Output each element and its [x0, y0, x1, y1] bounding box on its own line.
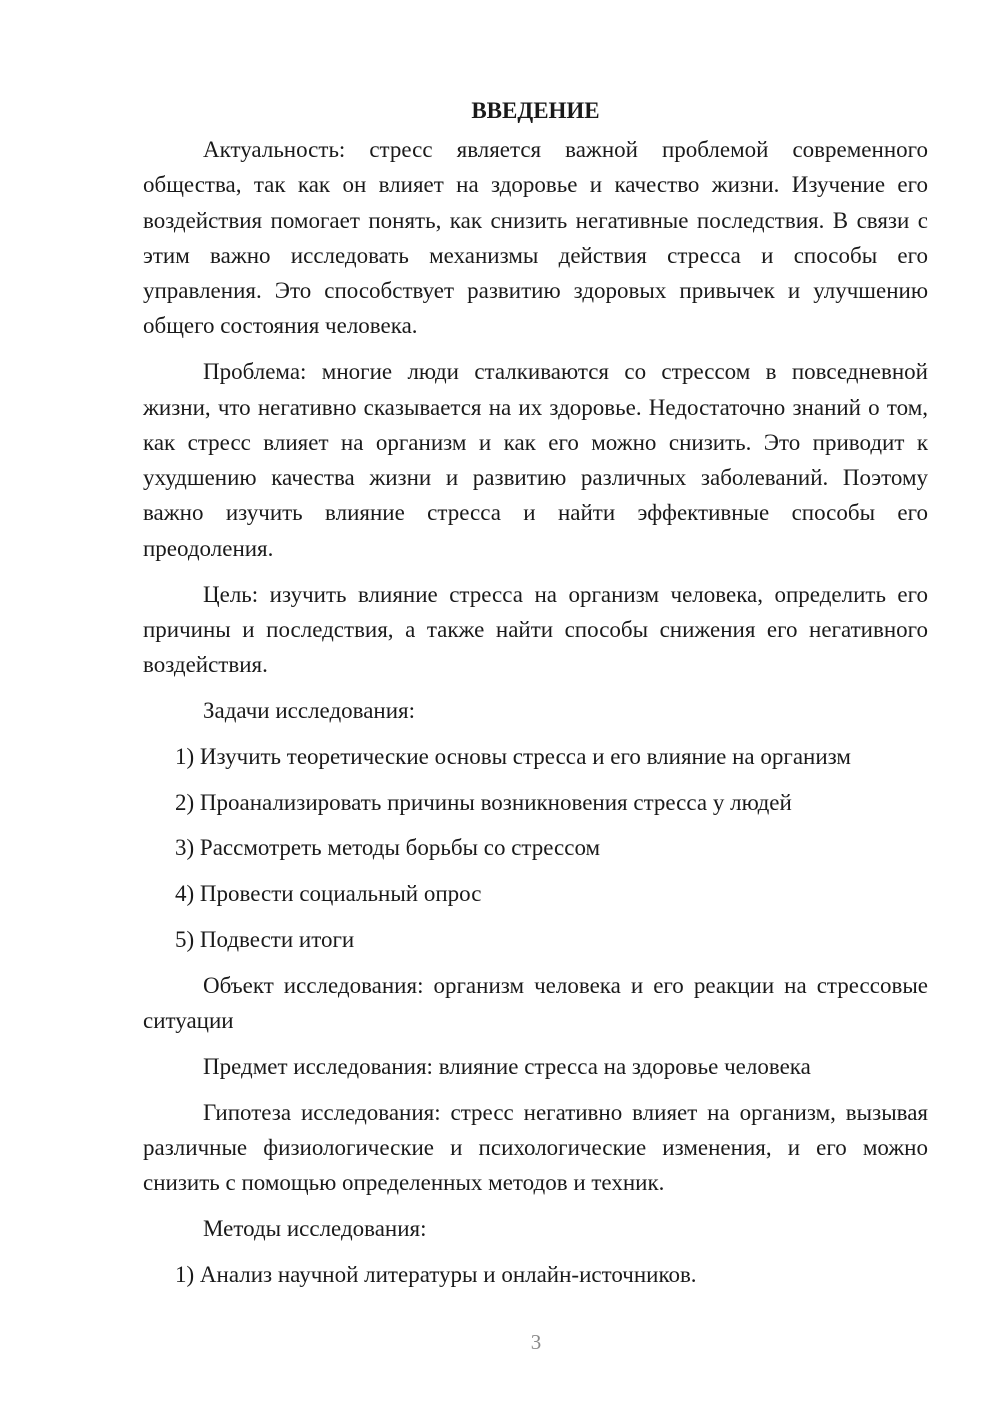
- problem-paragraph: Проблема: многие люди сталкиваются со стрессом в повседневной жизни, что негативно сказывается на их здоровье. Недостаточно знаний о том, как стресс влияет на организм и как его можно снизить. Это приводит к ухудшению качества жизни и развитию различных заболеваний. Поэтому важно изучить влияние стресса и найти эффективные способы его преодоления.: [143, 359, 928, 561]
- tasks-heading: Задачи исследования:: [203, 697, 416, 723]
- list-item: 2) Проанализировать причины возникновения стресса у людей: [175, 789, 792, 815]
- subject-paragraph: Предмет исследования: влияние стресса на здоровье человека: [203, 1053, 811, 1079]
- methods-heading: Методы исследования:: [203, 1216, 427, 1242]
- object-paragraph: Объект исследования: организм человека и его реакции на стрессовые ситуации: [143, 972, 928, 1034]
- hypothesis-paragraph: Гипотеза исследования: стресс негативно влияет на организм, вызывая различные физиологические и психологические изменения, и его можно снизить с помощью определенных методов и техник.: [143, 1099, 928, 1196]
- list-item: 5) Подвести итоги: [175, 926, 355, 952]
- list-item: 3) Рассмотреть методы борьбы со стрессом: [175, 835, 601, 861]
- actuality-paragraph: Актуальность: стресс является важной проблемой современного общества, так как он влияет на здоровье и качество жизни. Изучение его воздействия помогает понять, как снизить негативные последствия. В связи с этим важно исследовать механизмы действия стресса и способы его управления. Это способствует развитию здоровых привычек и улучшению общего состояния человека.: [143, 137, 928, 339]
- goal-paragraph: Цель: изучить влияние стресса на организм человека, определить его причины и последствия, а также найти способы снижения его негативного воздействия.: [143, 581, 928, 678]
- list-item: 4) Провести социальный опрос: [175, 881, 482, 907]
- list-item: 1) Анализ научной литературы и онлайн-источников.: [175, 1261, 697, 1287]
- page-number: 3: [530, 1330, 542, 1354]
- document-body: [143, 93, 928, 1303]
- list-item: 1) Изучить теоретические основы стресса и его влияние на организм: [175, 743, 851, 769]
- section-title: ВВЕДЕНИЕ: [471, 98, 600, 123]
